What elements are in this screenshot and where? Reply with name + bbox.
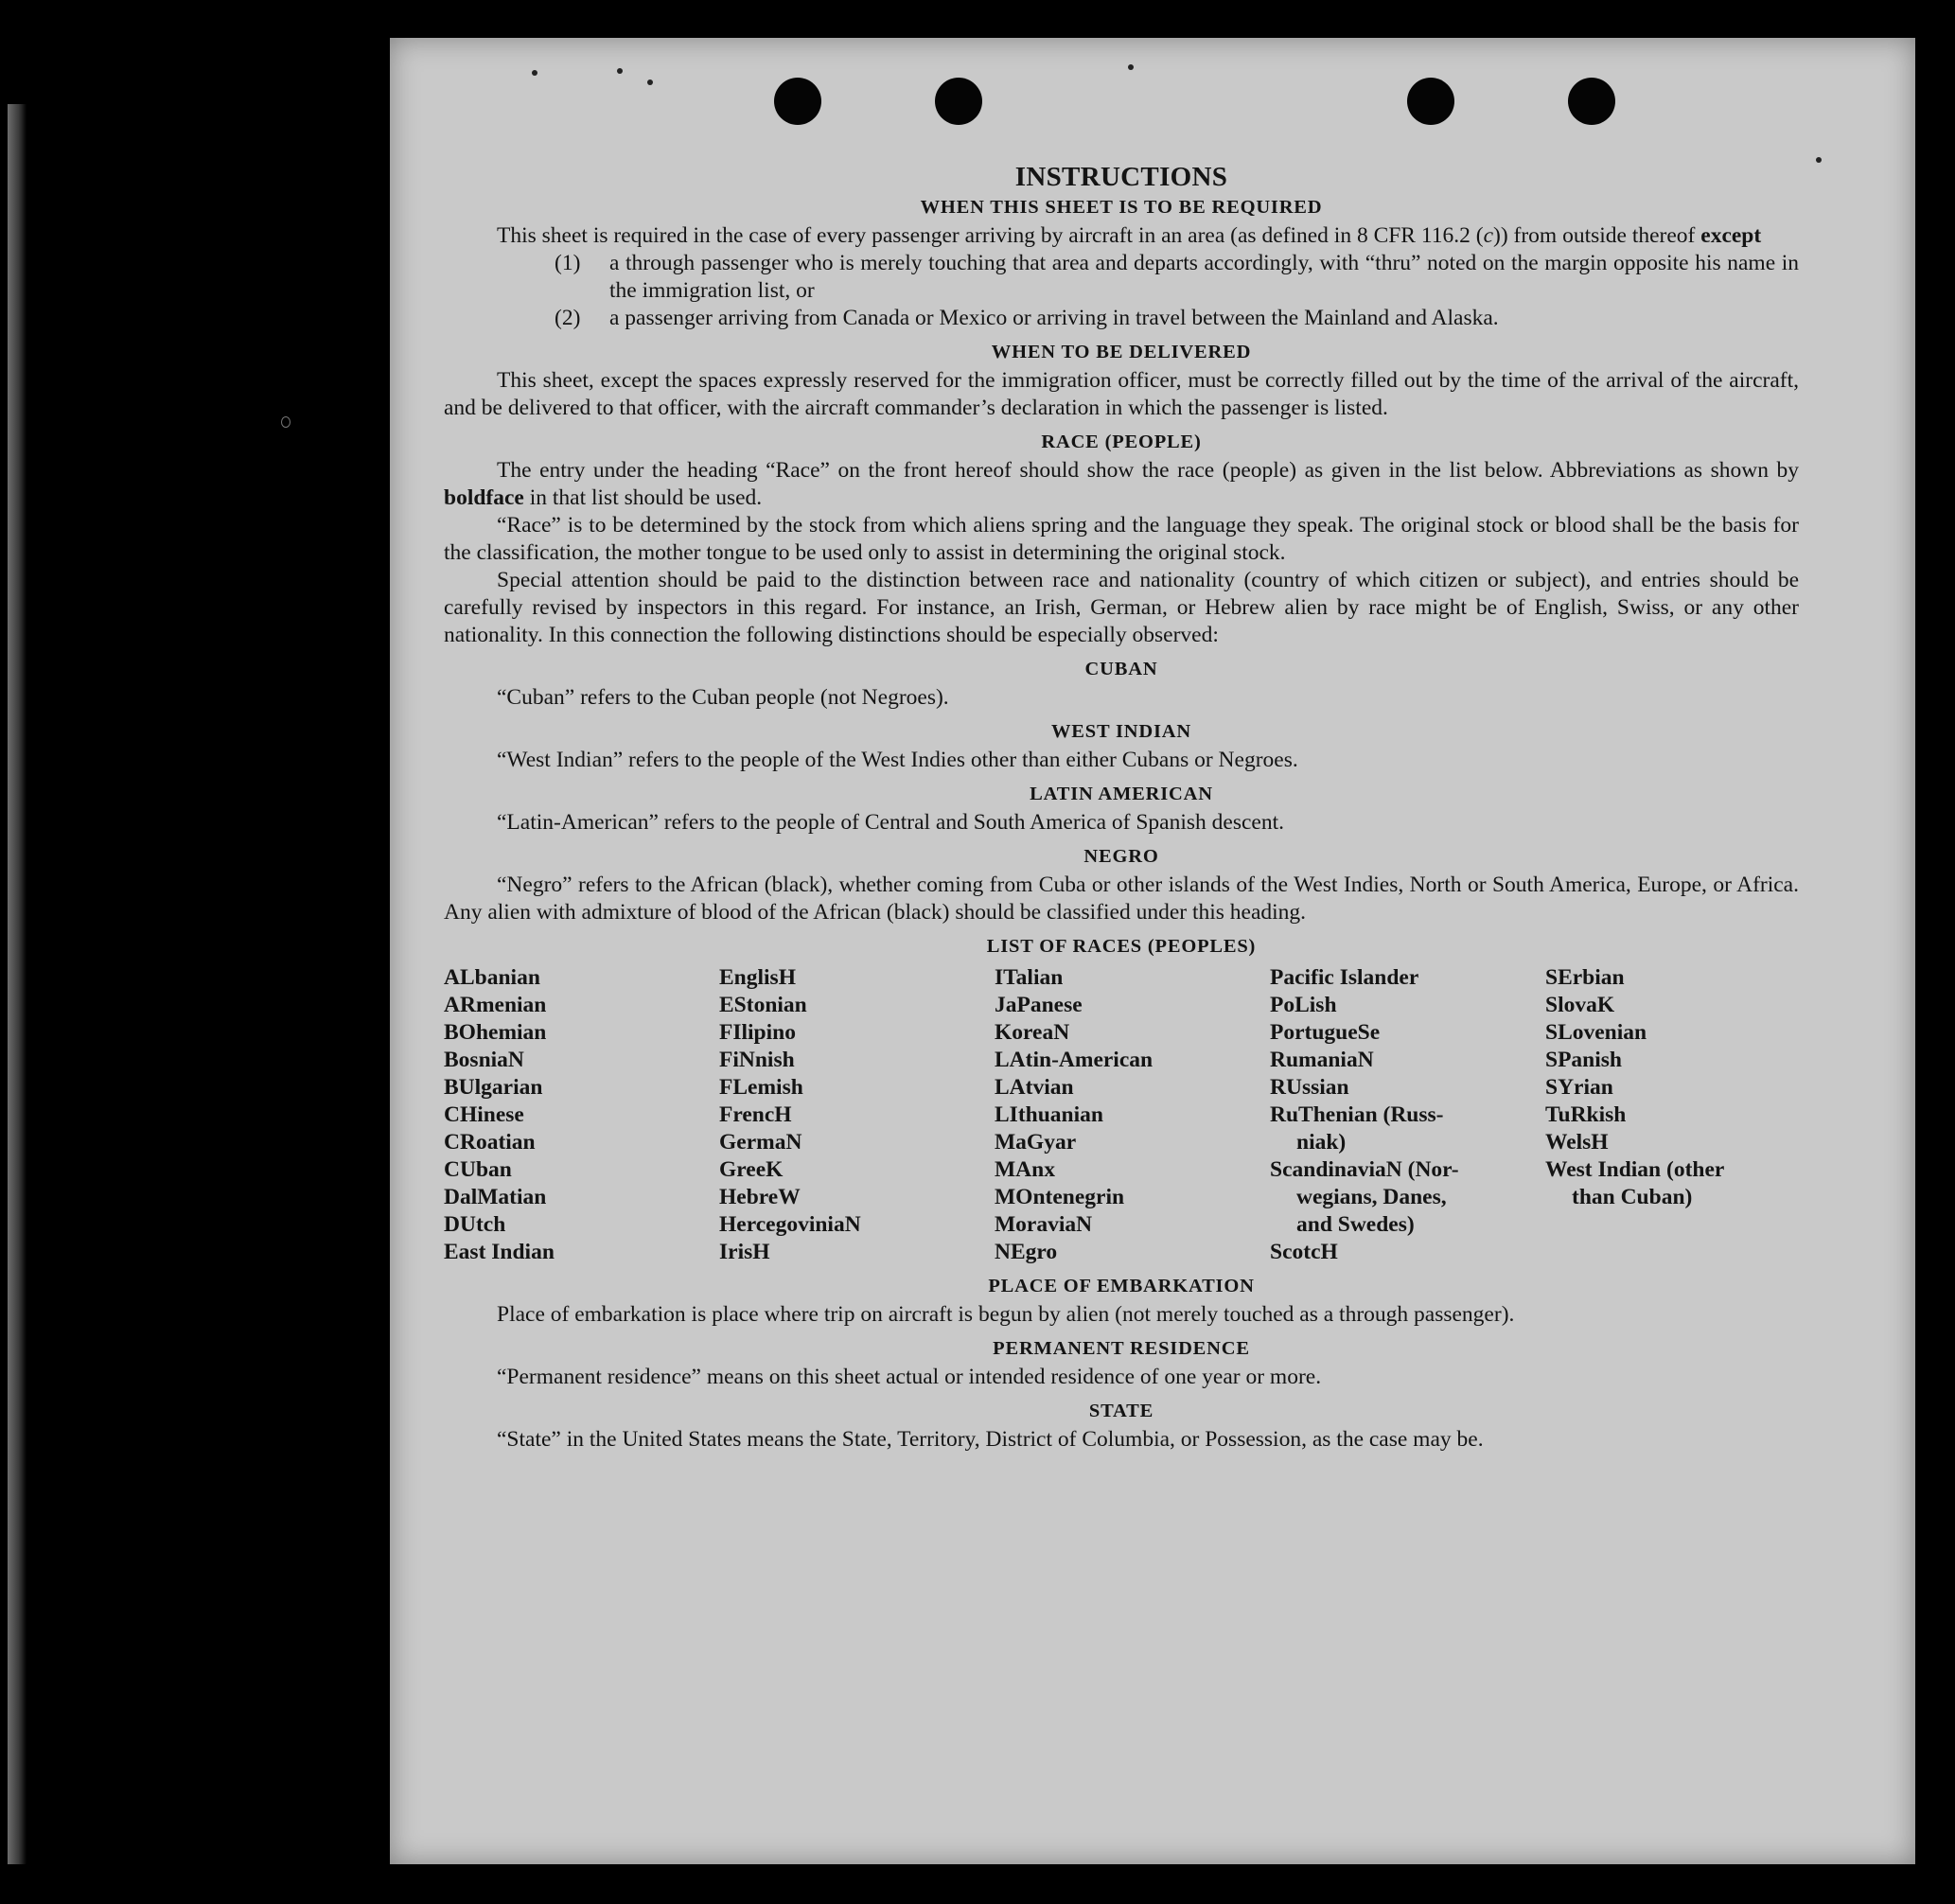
state-text: “State” in the United States means the State, Territory, District of Columbia, or Possession, as the case may be. (497, 1427, 1484, 1452)
race-list (444, 964, 1799, 1266)
race-item: CHinese (444, 1102, 524, 1127)
race-item-continuation: and Swedes) (1296, 1212, 1415, 1237)
race-paragraph: “Race” is to be determined by the stock from which aliens spring and the language they speak. The original stock or blood shall be the basis for the classification, the mother tongue to be used only to assist in determining the original stock. (444, 513, 1799, 565)
race-item: SErbian (1545, 965, 1625, 990)
race-item: PoLish (1270, 993, 1337, 1017)
scan-speck (647, 79, 653, 85)
race-paragraph: Special attention should be paid to the distinction between race and nationality (country of which citizen or subject), and entries should be carefully revised by inspectors in this regard. For instance, an Irish, German, or Hebrew alien by race might be of English, Swiss, or any other nationality. In this connection the following distinctions should be especially observed: (444, 568, 1799, 647)
scan-speck (281, 416, 291, 428)
race-item: RumaniaN (1270, 1048, 1374, 1072)
heading-when-delivered: WHEN TO BE DELIVERED (991, 342, 1252, 362)
required-intro-italic: c (1483, 223, 1493, 248)
document-sheet (390, 38, 1915, 1864)
exception-item (444, 250, 1799, 305)
punch-hole-icon (1407, 78, 1454, 125)
race-item: HercegoviniaN (719, 1212, 861, 1237)
exception-number: (2) (555, 306, 581, 330)
heading-west-indian: WEST INDIAN (1051, 721, 1191, 742)
race-paragraph-bold: boldface (444, 485, 524, 510)
race-item: DUtch (444, 1212, 506, 1237)
race-item: SLovenian (1545, 1020, 1647, 1045)
race-item: PortugueSe (1270, 1020, 1381, 1045)
heading-state: STATE (1088, 1401, 1154, 1421)
race-column (444, 964, 719, 1266)
scan-speck (617, 68, 623, 74)
race-item-continuation: than Cuban) (1572, 1185, 1693, 1209)
race-item: EnglisH (719, 965, 796, 990)
race-item: West Indian (other (1545, 1157, 1725, 1182)
exception-item (444, 305, 1799, 332)
race-item: IrisH (719, 1240, 770, 1264)
required-intro-text: This sheet is required in the case of every passenger arriving by aircraft in an area (as defined in 8 CFR 116.2 ( (497, 223, 1484, 248)
race-item: ITalian (995, 965, 1064, 990)
race-item: BosniaN (444, 1048, 524, 1072)
race-item: MaGyar (995, 1130, 1077, 1155)
race-item: ARmenian (444, 993, 547, 1017)
race-item: LAtin-American (995, 1048, 1154, 1072)
exception-text: a through passenger who is merely touching that area and departs accordingly, with “thru” noted on the margin opposite his name in the immigration list, or (609, 251, 1799, 303)
heading-list-of-races: LIST OF RACES (PEOPLES) (986, 936, 1257, 957)
heading-negro: NEGRO (1083, 846, 1159, 867)
race-item: CUban (444, 1157, 512, 1182)
race-item: FrencH (719, 1102, 792, 1127)
race-paragraph-text: in that list should be used. (523, 485, 763, 510)
embarkation-text: Place of embarkation is place where trip on aircraft is begun by alien (not merely touched as a through passenger). (497, 1302, 1515, 1327)
negro-text: “Negro” refers to the African (black), whether coming from Cuba or other islands of the West Indies, North or South America, Europe, or Africa. Any alien with admixture of blood of the African (black) should be classified under this heading. (444, 873, 1799, 925)
race-item: JaPanese (995, 993, 1083, 1017)
heading-cuban: CUBAN (1084, 659, 1158, 679)
race-item: BUlgarian (444, 1075, 543, 1100)
race-item: FIlipino (719, 1020, 796, 1045)
cuban-text: “Cuban” refers to the Cuban people (not Negroes). (497, 685, 949, 710)
scan-speck (532, 70, 537, 76)
race-item: MOntenegrin (995, 1185, 1125, 1209)
heading-embarkation: PLACE OF EMBARKATION (988, 1276, 1255, 1296)
race-item: BOhemian (444, 1020, 547, 1045)
scan-speck (1816, 157, 1822, 163)
required-intro (444, 222, 1799, 250)
race-item: RuThenian (Russ- (1270, 1102, 1444, 1127)
punch-hole-icon (774, 78, 821, 125)
scan-edge-strip (8, 104, 26, 1864)
race-item: SPanish (1545, 1048, 1622, 1072)
race-item-continuation: wegians, Danes, (1296, 1185, 1447, 1209)
residence-text: “Permanent residence” means on this sheet actual or intended residence of one year or more. (497, 1365, 1322, 1389)
heading-race: RACE (PEOPLE) (1041, 432, 1202, 452)
heading-latin-american: LATIN AMERICAN (1030, 784, 1213, 804)
race-column (995, 964, 1270, 1266)
required-intro-bold: except (1700, 223, 1762, 248)
race-item: LAtvian (995, 1075, 1074, 1100)
race-item: LIthuanian (995, 1102, 1103, 1127)
delivered-text: This sheet, except the spaces expressly reserved for the immigration officer, must be correctly filled out by the time of the arrival of the aircraft, and be delivered to that officer, with the aircraft commander’s declaration in which the passenger is listed. (444, 368, 1799, 420)
race-item: EStonian (719, 993, 807, 1017)
exception-text: a passenger arriving from Canada or Mexico or arriving in travel between the Mainland and Alaska. (609, 306, 1499, 330)
heading-permanent-residence: PERMANENT RESIDENCE (993, 1338, 1250, 1359)
latin-american-text: “Latin-American” refers to the people of Central and South America of Spanish descent. (497, 810, 1285, 835)
race-item: GreeK (719, 1157, 784, 1182)
race-item: SYrian (1545, 1075, 1613, 1100)
race-item: ALbanian (444, 965, 540, 990)
race-item: TuRkish (1545, 1102, 1627, 1127)
required-intro-text: )) from outside thereof (1493, 223, 1701, 248)
punch-hole-icon (935, 78, 982, 125)
race-item: CRoatian (444, 1130, 536, 1155)
race-column (1270, 964, 1545, 1266)
race-item-continuation: niak) (1296, 1130, 1347, 1155)
race-paragraph-text: The entry under the heading “Race” on the front hereof should show the race (people) as given in the list below. Abbreviations as shown by (497, 458, 1799, 483)
scan-speck (1128, 64, 1134, 70)
race-item: DalMatian (444, 1185, 547, 1209)
race-item: KoreaN (995, 1020, 1070, 1045)
heading-when-required: WHEN THIS SHEET IS TO BE REQUIRED (920, 197, 1323, 218)
race-item: SlovaK (1545, 993, 1615, 1017)
race-item: GermaN (719, 1130, 802, 1155)
race-item: MAnx (995, 1157, 1055, 1182)
race-item: FLemish (719, 1075, 803, 1100)
race-item: HebreW (719, 1185, 801, 1209)
race-item: NEgro (995, 1240, 1058, 1264)
race-item: East Indian (444, 1240, 555, 1264)
race-item: Pacific Islander (1270, 965, 1419, 990)
race-paragraph (444, 457, 1799, 512)
race-item: FiNnish (719, 1048, 795, 1072)
race-column (719, 964, 995, 1266)
punch-hole-icon (1568, 78, 1615, 125)
race-item: ScandinaviaN (Nor- (1270, 1157, 1459, 1182)
exception-number: (1) (555, 251, 581, 275)
race-item: WelsH (1545, 1130, 1609, 1155)
west-indian-text: “West Indian” refers to the people of the West Indies other than either Cubans or Negroes. (497, 748, 1298, 772)
race-item: MoraviaN (995, 1212, 1093, 1237)
race-column (1545, 964, 1772, 1266)
instructions-content (444, 161, 1799, 1454)
race-item: RUssian (1270, 1075, 1349, 1100)
page-title: INSTRUCTIONS (1014, 162, 1228, 192)
race-item: ScotcH (1270, 1240, 1338, 1264)
